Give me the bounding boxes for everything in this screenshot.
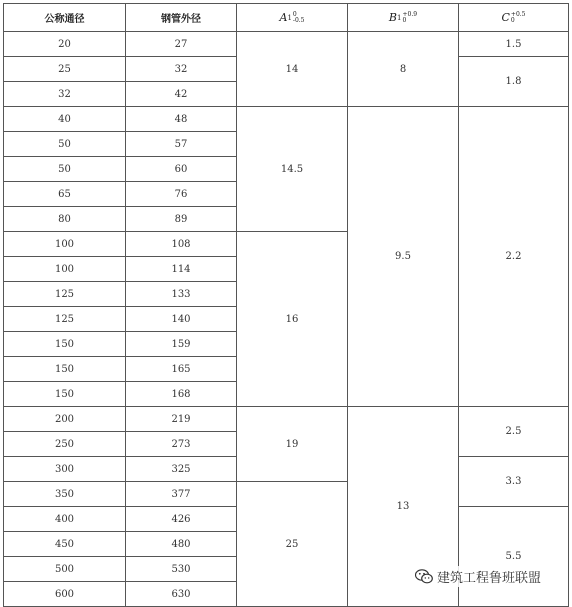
cell-a-value: 19 xyxy=(237,407,348,482)
cell-pipe-outer-diameter: 140 xyxy=(126,307,237,332)
cell-a-value: 14 xyxy=(237,32,348,107)
header-c xyxy=(459,4,569,32)
cell-b-value: 8 xyxy=(348,32,459,107)
cell-nominal-diameter: 32 xyxy=(4,82,126,107)
header-b-tol-upper: +0.9 xyxy=(402,11,418,18)
cell-pipe-outer-diameter: 48 xyxy=(126,107,237,132)
cell-nominal-diameter: 80 xyxy=(4,207,126,232)
cell-nominal-diameter: 450 xyxy=(4,532,126,557)
cell-pipe-outer-diameter: 165 xyxy=(126,357,237,382)
cell-pipe-outer-diameter: 57 xyxy=(126,132,237,157)
cell-pipe-outer-diameter: 27 xyxy=(126,32,237,57)
header-nominal-diameter: 公称通径 xyxy=(4,4,126,32)
cell-a-value: 25 xyxy=(237,482,348,607)
cell-nominal-diameter: 65 xyxy=(4,182,126,207)
cell-c-value: 2.5 xyxy=(459,407,569,457)
cell-pipe-outer-diameter: 530 xyxy=(126,557,237,582)
cell-pipe-outer-diameter: 32 xyxy=(126,57,237,82)
header-c-symbol: C xyxy=(501,11,510,24)
cell-nominal-diameter: 100 xyxy=(4,257,126,282)
cell-pipe-outer-diameter: 377 xyxy=(126,482,237,507)
cell-nominal-diameter: 50 xyxy=(4,157,126,182)
watermark xyxy=(412,566,544,587)
table-row xyxy=(4,107,569,132)
table-row xyxy=(4,32,569,57)
cell-nominal-diameter: 250 xyxy=(4,432,126,457)
header-c-tol-lower: 0 xyxy=(510,17,515,24)
cell-a-value: 16 xyxy=(237,232,348,407)
cell-nominal-diameter: 125 xyxy=(4,307,126,332)
cell-pipe-outer-diameter: 630 xyxy=(126,582,237,607)
cell-nominal-diameter: 600 xyxy=(4,582,126,607)
cell-nominal-diameter: 400 xyxy=(4,507,126,532)
cell-c-value: 3.3 xyxy=(459,457,569,507)
cell-pipe-outer-diameter: 273 xyxy=(126,432,237,457)
cell-nominal-diameter: 500 xyxy=(4,557,126,582)
header-a-tol-lower: -0.5 xyxy=(292,17,305,24)
header-a xyxy=(237,4,348,32)
cell-pipe-outer-diameter: 76 xyxy=(126,182,237,207)
cell-nominal-diameter: 50 xyxy=(4,132,126,157)
cell-pipe-outer-diameter: 168 xyxy=(126,382,237,407)
header-row xyxy=(4,4,569,32)
header-b xyxy=(348,4,459,32)
cell-pipe-outer-diameter: 89 xyxy=(126,207,237,232)
cell-nominal-diameter: 20 xyxy=(4,32,126,57)
cell-pipe-outer-diameter: 426 xyxy=(126,507,237,532)
cell-c-value: 5.5 xyxy=(459,507,569,607)
cell-nominal-diameter: 350 xyxy=(4,482,126,507)
cell-c-value: 1.8 xyxy=(459,57,569,107)
cell-b-value: 13 xyxy=(348,407,459,607)
header-pipe-outer-diameter: 钢管外径 xyxy=(126,4,237,32)
cell-pipe-outer-diameter: 60 xyxy=(126,157,237,182)
wechat-icon xyxy=(415,569,433,584)
header-b-tolerance xyxy=(402,12,417,24)
cell-pipe-outer-diameter: 42 xyxy=(126,82,237,107)
cell-pipe-outer-diameter: 108 xyxy=(126,232,237,257)
header-c-tolerance xyxy=(511,12,526,24)
cell-pipe-outer-diameter: 159 xyxy=(126,332,237,357)
cell-pipe-outer-diameter: 219 xyxy=(126,407,237,432)
header-b-tol-lower: 0 xyxy=(402,17,407,24)
header-a-tol-upper: 0 xyxy=(292,11,297,18)
spec-table xyxy=(3,3,569,607)
cell-pipe-outer-diameter: 133 xyxy=(126,282,237,307)
cell-nominal-diameter: 125 xyxy=(4,282,126,307)
cell-nominal-diameter: 150 xyxy=(4,357,126,382)
watermark-text: 建筑工程鲁班联盟 xyxy=(437,571,542,586)
cell-pipe-outer-diameter: 325 xyxy=(126,457,237,482)
cell-c-value: 1.5 xyxy=(459,32,569,57)
cell-nominal-diameter: 200 xyxy=(4,407,126,432)
cell-a-value: 14.5 xyxy=(237,107,348,232)
header-a-sep: 1 xyxy=(287,14,292,22)
cell-nominal-diameter: 40 xyxy=(4,107,126,132)
cell-nominal-diameter: 150 xyxy=(4,382,126,407)
cell-nominal-diameter: 300 xyxy=(4,457,126,482)
spec-table-container xyxy=(3,3,569,607)
cell-nominal-diameter: 25 xyxy=(4,57,126,82)
cell-pipe-outer-diameter: 480 xyxy=(126,532,237,557)
cell-nominal-diameter: 100 xyxy=(4,232,126,257)
table-row xyxy=(4,407,569,432)
table-body xyxy=(4,32,569,607)
cell-pipe-outer-diameter: 114 xyxy=(126,257,237,282)
cell-nominal-diameter: 150 xyxy=(4,332,126,357)
header-c-tol-upper: +0.5 xyxy=(510,11,526,18)
cell-b-value: 9.5 xyxy=(348,107,459,407)
cell-c-value: 2.2 xyxy=(459,107,569,407)
header-b-sep: 1 xyxy=(397,14,402,22)
header-a-tolerance xyxy=(293,12,305,24)
header-b-symbol: B xyxy=(388,11,398,24)
header-a-symbol: A xyxy=(279,11,288,24)
